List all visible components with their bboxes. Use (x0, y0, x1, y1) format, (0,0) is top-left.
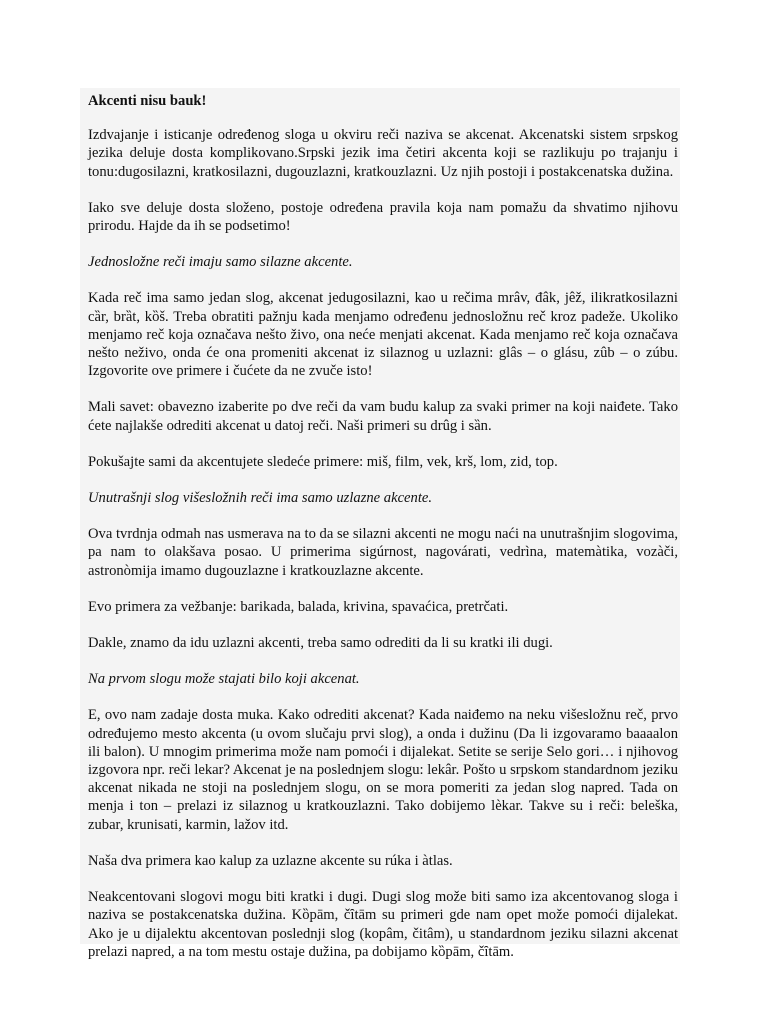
document-page (80, 88, 680, 960)
document-body (80, 88, 680, 961)
section-heading-inner-syllable: Unutrašnji slog višesložnih reči ima samo uzlazne akcente. (88, 490, 433, 507)
section-heading-first-syllable: Na prvom slogu može stajati bilo koji akcenat. (88, 671, 360, 688)
document-title: Akcenti nisu bauk! (88, 93, 207, 109)
paragraph-inner-syllable: Ova tvrdnja odmah nas usmerava na to da se silazni akcenti ne mogu naći na unutrašnjim slogovima, pa nam to olakšava posao. U primerima sigúrnost, nagovárati, vedrìna, matemàtika, vozàči, astronòmija imamo dugouzlazne i kratkouzlazne akcente. (88, 526, 678, 579)
paragraph-monosyllabic: Kada reč ima samo jedan slog, akcenat jedugosilazni, kao u rečima mrâv, đâk, jêž, ilikratkosilazni cȁr, brȁt, kȍš. Treba obratiti pažnju kada menjamo određenu jednosložnu reč kroz padeže. Ukoliko menjamo reč koja označava nešto živo, ona neće menjati akcenat. Kada menjamo reč koja označava nešto neživo, onda će ona promeniti akcenat iz silaznog u uzlazni: glâs – o glásu, zûb – o zúbu. Izgovorite ove primere i čućete da ne zvuče isto! (88, 290, 678, 380)
paragraph-exercise-1: Pokušajte sami da akcentujete sledeće primere: miš, film, vek, krš, lom, zid, top. (88, 453, 558, 470)
paragraph-conclusion: Dakle, znamo da idu uzlazni akcenti, treba samo odrediti da li su kratki ili dugi. (88, 635, 553, 652)
paragraph-unaccented: Neakcentovani slogovi mogu biti kratki i dugi. Dugi slog može biti samo iza akcentovanog sloga i naziva se postakcenatska dužina. Kȍpām, čȋtām su primeri gde nam opet može pomoći dijalekat. Ako je u dijalektu akcentovan poslednji slog (kopâm, čitâm), u standardnom jeziku silazni akcenat prelazi napred, a na tom mestu ostaje dužina, pa dobijamo kȍpām, čȋtām. (88, 889, 678, 960)
paragraph-intro: Izdvajanje i isticanje određenog sloga u okviru reči naziva se akcenat. Akcenatski sistem srpskog jezika deluje dosta komplikovano.Srpski jezik ima četiri akcenta koji se razlikuju po trajanju i tonu:dugosilazni, kratkosilazni, dugouzlazni, kratkouzlazni. Uz njih postoji i postakcenatska dužina. (88, 127, 678, 180)
paragraph-first-syllable: E, ovo nam zadaje dosta muka. Kako odrediti akcenat? Kada naiđemo na neku višesložnu reč, prvo određujemo mesto akcenta (u ovom slučaju prvi slog), a onda i dužinu (Da li izgovaramo baaaalon ili balon). U mnogim primerima može nam pomoći i dijalekat. Setite se serije Selo gori… i njihovog izgovora npr. reči lekar? Akcenat je na poslednjem slogu: lekâr. Pošto u srpskom standardnom jeziku akcenat nikada ne stoji na poslednjem slogu, on se mora pomeriti za jedan slog napred. Tada on menja i ton – prelazi iz silaznog u kratkouzlazni. Tako dobijemo lèkar. Takve su i reči: beleška, zubar, krunisati, karmin, lažov itd. (88, 707, 678, 833)
section-heading-monosyllabic: Jednosložne reči imaju samo silazne akcente. (88, 254, 353, 271)
paragraph-advice: Mali savet: obavezno izaberite po dve reči da vam budu kalup za svaki primer na koji naiđete. Tako ćete najlakše odrediti akcenat u datoj reči. Naši primeri su drûg i sȁn. (88, 399, 678, 434)
paragraph-exercise-2: Evo primera za vežbanje: barikada, balada, krivina, spavaćica, pretrčati. (88, 598, 509, 615)
paragraph-rules: Iako sve deluje dosta složeno, postoje određena pravila koja nam pomažu da shvatimo njihovu prirodu. Hajde da ih se podsetimo! (88, 199, 678, 235)
paragraph-rising-examples: Naša dva primera kao kalup za uzlazne akcente su rúka i àtlas. (88, 852, 453, 869)
